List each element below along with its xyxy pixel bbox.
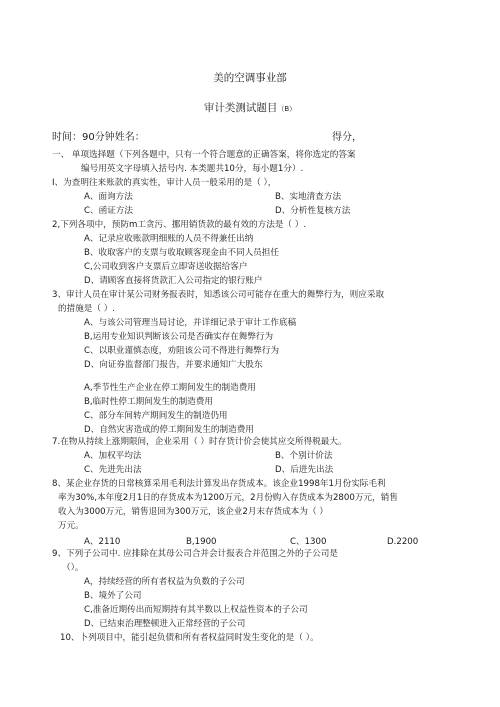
q8-option-c: C、1300 <box>290 537 327 547</box>
q3-option-c: C、以职业谨慎态度，劝阻该公司不得进行舞弊行为 <box>84 346 280 356</box>
q9-option-a: A，持续经营的所有者权益为负数的子公司 <box>84 577 245 587</box>
q3-option-a: A、与该公司管理当局讨论，并详细记录于审计工作底稿 <box>84 318 297 328</box>
q2-option-a: A、记录应收账款明细账的人员不得兼任出纳 <box>84 234 254 244</box>
document-title-suffix: （B） <box>277 105 297 113</box>
section-1-instruction-cont: 编号用英文字母填入括号内. 本类题共10分，每小题1分）. <box>81 164 304 174</box>
q1-option-c: C、函证方法 <box>84 206 133 216</box>
q2-option-c: C,公司收到客户支票后立即寄送收据给客户 <box>84 262 248 272</box>
question-7: 7.在物从持续上涨期限间，企业采用（ ）时存货计价会使其应交所得税最大。 <box>52 437 347 447</box>
document-title-main: 审计类测试题目 <box>203 102 278 114</box>
q6-option-b: B,临时性停工期间发生的制造费用 <box>84 397 213 407</box>
q9-option-c: C,准备近期传出而短期持有其半数以上权益性资本的子公司 <box>84 605 308 615</box>
q7-option-a: A、加权平均法 <box>84 451 142 461</box>
q8-option-d: D.2200 <box>387 537 419 547</box>
question-8-line-3: 收入为3000万元，销售退回为300万元，该企业2月末存货成本为（ ） <box>58 507 328 517</box>
question-8-line-2: 率为30%,本年度2月1日的存货成本为1200万元，2月份购入存货成本为2800万元，销售 <box>58 493 398 503</box>
q3-option-d: D、向证券监督部门报告，并要求通知广大股东 <box>84 360 263 370</box>
q9-option-b: B、境外了公司 <box>84 591 142 601</box>
question-3-cont: 的措施是（ ）. <box>58 304 116 314</box>
question-9-cont: （）。 <box>62 563 84 573</box>
time-name-label: 时间：90分钟姓名： <box>52 132 145 143</box>
q6-option-d: D、自然灾害造成的停工期间发生的制造费用 <box>84 425 254 435</box>
question-8-line-4: 万元。 <box>58 521 84 531</box>
q2-option-d: D、请顾客直接将货款汇入公司指定的银行账户 <box>84 276 263 286</box>
q6-option-c: C、部分车间转产期间发生的制造仍用 <box>84 411 228 421</box>
q6-option-a: A,季节性生产企业在停工期间发生的制造费用 <box>84 383 256 393</box>
section-1-instruction: 一、 单项选择题（下列各题中，只有一个符合题意的正确答案，将你选定的答案 <box>52 150 356 160</box>
question-1: I、为查明往来账款的真实性，审计人员一般采用的是（ ）， <box>52 178 277 188</box>
q1-option-d: D、分析性复核方法 <box>275 206 351 216</box>
company-name: 美的空调事业部 <box>213 72 287 84</box>
question-8: 8、某企业存货的日常核算采用毛利法计算发出存货成本。该企业1998年1月份实际毛利 <box>52 479 386 489</box>
q1-option-a: A、面询方法 <box>84 192 133 202</box>
q1-option-b: B、实地清查方法 <box>275 192 342 202</box>
q3-option-b: B,运用专业知识判断该公司是否确实存在舞弊行为 <box>84 332 274 342</box>
q7-option-d: D、后进先出法 <box>275 465 334 475</box>
q9-option-d: D、已结束治理整顿进入正常经营的子公司 <box>84 619 246 629</box>
q7-option-b: B、个别计价法 <box>275 451 333 461</box>
document-title <box>0 100 500 115</box>
question-2: 2,下列各项中，预防m工贪污、挪用销货款的最有效的方法是（ ）. <box>52 220 307 230</box>
question-9: 9、下列子公司中. 应排除在其母公司合并会计报表合并范围之外的子公司是 <box>52 549 338 559</box>
q8-option-a: A、2110 <box>84 537 121 547</box>
q8-option-b: B,1900 <box>186 537 217 547</box>
q7-option-c: C、先进先出法 <box>84 465 142 475</box>
question-10: 10、卜列项目中，能引起负债和所有者权益同时发生变化的是（ ）。 <box>60 633 319 643</box>
q2-option-b: B、收取客户的支票与收取顾客现金由不同人员担任 <box>84 248 279 258</box>
score-label: 得分， <box>332 132 362 143</box>
question-3: 3、审计人员在审计某公司财务报表时，知悉该公司可能存在重大的舞弊行为，则应采取 <box>52 290 385 300</box>
